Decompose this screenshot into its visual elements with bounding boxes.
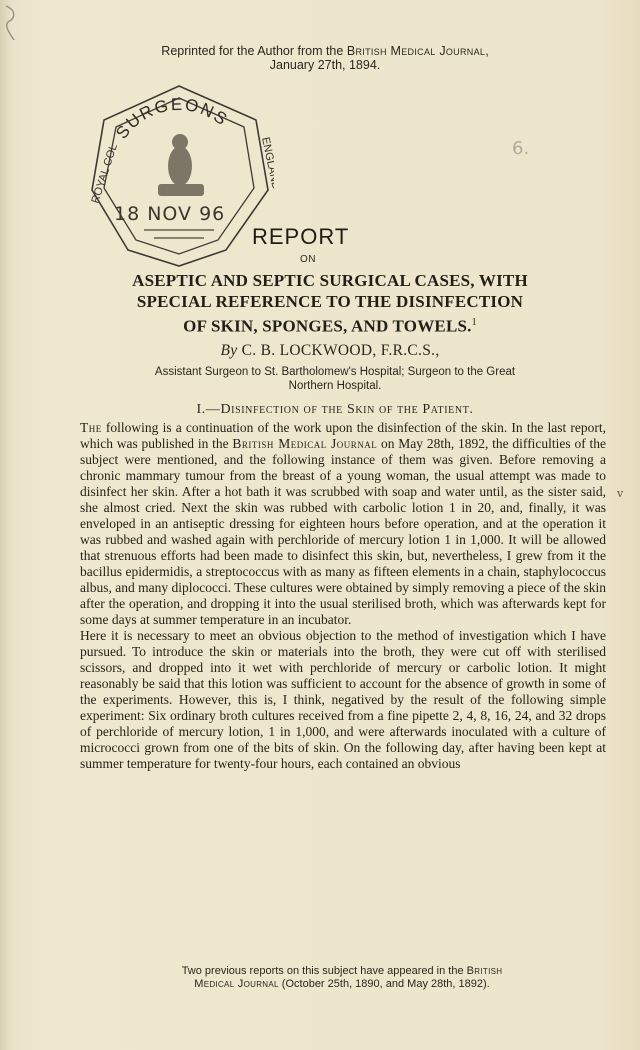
footnote bbox=[82, 965, 602, 991]
footnote-line-1-text: Two previous reports on this subject have appeared in the bbox=[181, 965, 467, 977]
footnote-journal-2: Medical Journal bbox=[194, 978, 279, 990]
binding-mark bbox=[2, 4, 20, 44]
paragraph-1-lead: The bbox=[80, 420, 102, 435]
library-stamp-seal bbox=[84, 80, 274, 270]
on-word: ON bbox=[300, 254, 316, 265]
stamp-right-text: ENGLAND bbox=[259, 136, 274, 191]
title-line-3 bbox=[30, 312, 630, 337]
byline-by: By bbox=[220, 342, 238, 359]
position-line-2: Northern Hospital. bbox=[288, 379, 382, 392]
title-line-1: ASEPTIC AND SEPTIC SURGICAL CASES, WITH bbox=[132, 271, 528, 290]
report-heading: REPORT bbox=[252, 224, 350, 249]
stamp-date: 18 NOV 96 bbox=[114, 203, 226, 225]
paragraph-1 bbox=[80, 420, 606, 628]
reprint-prefix: Reprinted for the Author from the bbox=[161, 44, 344, 58]
byline bbox=[30, 342, 630, 360]
stamp-top-text: SURGEONS bbox=[112, 94, 233, 143]
author-name: C. B. LOCKWOOD, F.R.C.S., bbox=[241, 342, 440, 359]
section-heading: I.—Disinfection of the Skin of the Patient. bbox=[196, 402, 474, 417]
footnote-line-2 bbox=[82, 978, 602, 991]
journal-name: British Medical Journal bbox=[346, 44, 486, 58]
stamp-left-text: ROYAL COL bbox=[89, 142, 120, 205]
footnote-marker: 1 bbox=[471, 317, 477, 328]
library-stamp bbox=[84, 80, 274, 270]
reprint-line: Reprinted for the Author from the British Medical Journal, bbox=[161, 44, 489, 58]
paragraph-1-part-b: on May 28th, 1892, the difficulties of the subject were mentioned, and the following instance of them was given. Before removing a chronic mammary tumour from the breast of a young woman, the usual attempt was made to disinfect her skin. After a hot bath it was scrubbed with soap and water until, as the sister said, she almost cried. Next the skin was rubbed with carbolic lotion 1 in 20, and, finally, it was enveloped in an antiseptic dressing for eighteen hours before operation, and at the operation it was rubbed and washed again with perchloride of mercury lotion 1 in 1,000. It will be allowed that strenuous efforts had been made to disinfect this skin, but, nevertheless, I grew from it the bacillus epidermidis, a streptococcus with as many as fifteen elements in a chain, staphylococcus albus, and many diplococci. These cultures were obtained by simply removing a piece of the skin after the operation, and dropping it into the usual sterilised broth, which was afterwards kept for some days at summer temperature in an incubator. bbox=[80, 436, 606, 627]
paragraph-2: Here it is necessary to meet an obvious objection to the method of investigation which I have pursued. To introduce the skin or materials into the broth, they were cut off with sterilised scissors, and dropped into it wet with perchloride of mercury or carbolic lotion. It might reasonably be said that this lotion was sufficient to account for the absence of growth in some of the experiments. However, this is, I think, negatived by the result of the following simple experiment: Six ordinary broth cultures received from a fine pipette 2, 4, 8, 16, 24, and 32 drops of perchloride of mercury lotion, 1 in 1,000, and were afterwards inoculated with a culture of micrococci grown from one of the bits of skin. On the following day, after having been kept at summer temperature for twenty-four hours, each contained an obvious bbox=[80, 628, 606, 771]
footnote-line-2-text: (October 25th, 1890, and May 28th, 1892). bbox=[278, 978, 490, 990]
handwritten-mark: 6. bbox=[512, 138, 530, 159]
footnote-journal-1: British bbox=[466, 965, 503, 977]
article-title bbox=[30, 270, 630, 337]
paragraph-1-part-a: following is a continuation of the work upon the disinfection of the skin. In the last report, which was published in the bbox=[80, 420, 606, 451]
margin-tick-mark: v bbox=[617, 487, 624, 500]
position-line-1: Assistant Surgeon to St. Bartholomew's Hospital; Surgeon to the Great bbox=[154, 366, 516, 378]
reprint-date: January 27th, 1894. bbox=[269, 58, 381, 72]
article-body bbox=[80, 420, 606, 772]
reprint-notice bbox=[60, 44, 590, 72]
title-line-2: SPECIAL REFERENCE TO THE DISINFECTION bbox=[136, 292, 524, 311]
paragraph-1-journal: British Medical Journal bbox=[232, 436, 378, 451]
author-position bbox=[40, 366, 630, 393]
binding-curve-icon bbox=[2, 4, 20, 44]
title-line-3-text: OF SKIN, SPONGES, AND TOWELS. bbox=[183, 316, 472, 336]
footnote-line-1 bbox=[82, 965, 602, 978]
